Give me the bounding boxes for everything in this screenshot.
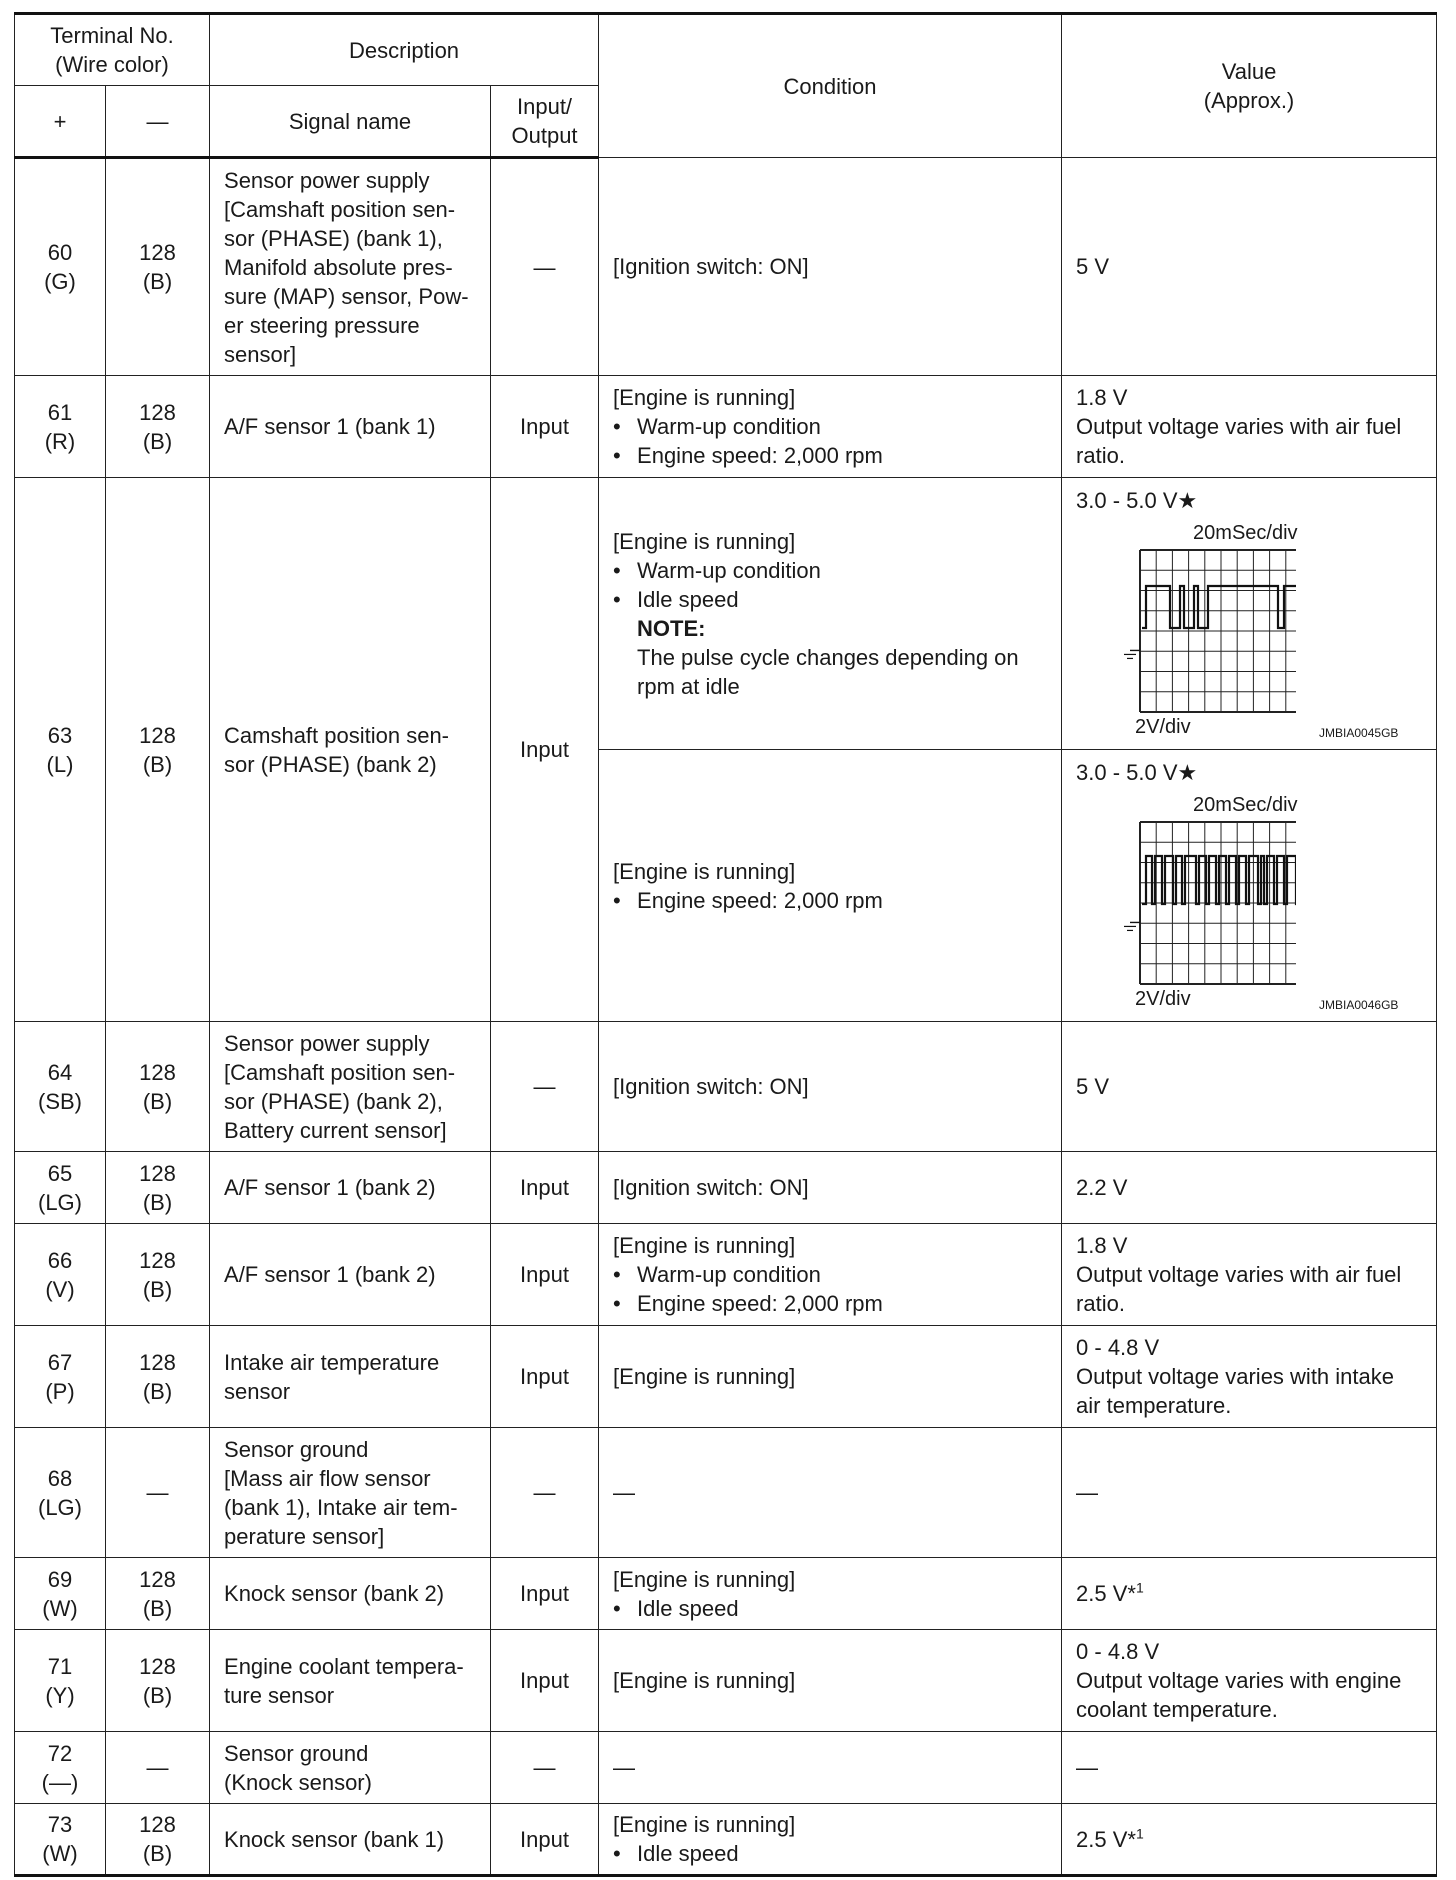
signal-line: (Knock sensor) [224,1769,372,1795]
signal-line: sensor] [224,341,297,367]
header-input-output: Input/ Output [491,86,599,158]
condition-bullet: • Engine speed: 2,000 rpm [613,886,1047,915]
signal-line: Intake air temperature [224,1349,440,1375]
value-text [1076,1753,1422,1782]
signal-line: Manifold absolute pres- [224,254,453,280]
value-main: 3.0 - 5.0 V★ [1076,488,1198,513]
input-output-cell: — [491,1732,599,1804]
value-cell [1062,1428,1437,1558]
scope-time-div: 20mSec/div [1193,794,1298,816]
condition-head: [Engine is running] [613,1668,796,1693]
terminal-number: 73 [47,1812,73,1837]
signal-line: Sensor power supply [224,167,430,193]
terminal-plus-cell [15,158,106,376]
ground-wire-color: (B) [142,1189,173,1215]
terminal-wire-color: (W) [42,1841,78,1866]
value-text [1076,252,1422,281]
ground-terminal: 128 [139,1653,176,1679]
input-output-cell: Input [491,1630,599,1732]
condition-cell [599,1630,1062,1732]
terminal-number: 72 [47,1740,73,1766]
signal-line: Knock sensor (bank 2) [224,1581,445,1606]
value-main: 5 V [1076,1074,1110,1099]
condition-cell [599,158,1062,376]
terminal-minus-cell [106,1428,210,1558]
value-line: coolant temperature. [1076,1697,1278,1722]
terminal-number: 63 [47,722,73,748]
signal-line: Sensor ground [224,1740,369,1766]
header-terminal-no: Terminal No. (Wire color) [15,14,210,86]
table-row [15,1428,1437,1558]
signal-line: A/F sensor 1 (bank 1) [224,414,436,439]
condition-bullet: • Engine speed: 2,000 rpm [613,441,1047,470]
signal-line: Knock sensor (bank 1) [224,1826,445,1852]
scope-grid [1116,816,1296,996]
condition-head: [Engine is running] [613,1364,796,1389]
table-row [15,1224,1437,1326]
condition-head: — [613,1480,636,1505]
ground-wire-color: (B) [142,428,173,454]
terminal-number: 64 [47,1059,73,1085]
scope-volt-div: 2V/div [1135,988,1191,1010]
terminal-plus-cell [15,1152,106,1224]
value-line: air temperature. [1076,1393,1232,1418]
header-description: Description [210,14,599,86]
terminal-wire-color: (P) [45,1378,75,1404]
signal-name-cell [210,1732,491,1804]
value-main: 2.2 V [1076,1175,1128,1200]
value-line: Output voltage varies with intake [1076,1364,1394,1389]
condition-cell [599,1224,1062,1326]
terminal-minus-cell [106,376,210,478]
scope-figure-code: JMBIA0046GB [1319,998,1399,1012]
value-text [1076,1579,1422,1608]
signal-name-cell [210,158,491,376]
table-row [15,1152,1437,1224]
condition-cell [599,1428,1062,1558]
ground-wire-color: (B) [142,751,173,777]
value-line: Output voltage varies with air fuel [1076,414,1402,439]
value-main: 3.0 - 5.0 V★ [1076,760,1198,785]
value-main: 5 V [1076,254,1110,279]
input-output-cell: Input [491,1558,599,1630]
table-row [15,478,1437,750]
signal-line: sor (PHASE) (bank 1), [224,225,443,251]
signal-line: ture sensor [224,1682,335,1708]
value-cell [1062,750,1437,1022]
input-output-cell: — [491,158,599,376]
terminal-number: 66 [47,1247,73,1273]
value-line: ratio. [1076,1291,1125,1316]
ground-terminal: 128 [139,722,176,748]
value-line: 1.8 V [1076,385,1128,410]
terminal-wire-color: (Y) [45,1682,75,1708]
terminal-plus-cell [15,376,106,478]
signal-line: Sensor ground [224,1436,369,1462]
terminal-minus-cell [106,1630,210,1732]
table-row [15,376,1437,478]
input-output-cell: Input [491,1152,599,1224]
condition-head: [Engine is running] [613,385,796,410]
ground-terminal: 128 [139,399,176,425]
table-row [15,1630,1437,1732]
condition-head: [Engine is running] [613,1566,796,1592]
terminal-number: 69 [47,1566,73,1592]
note-label: NOTE: [637,615,706,641]
value-line: 0 - 4.8 V [1076,1335,1160,1360]
terminal-minus-cell [106,1732,210,1804]
terminal-number: 65 [47,1160,73,1186]
condition-head: [Engine is running] [613,528,796,554]
condition-bullet: • Warm-up condition [613,556,1047,585]
input-output-cell: Input [491,1326,599,1428]
condition-head: — [613,1755,636,1780]
ground-wire-color: (B) [142,1682,173,1708]
ground-wire-color: (B) [142,269,173,294]
ground-terminal: 128 [139,1812,176,1837]
terminal-plus-cell [15,1804,106,1876]
value-text [1076,1825,1422,1854]
terminal-plus-cell [15,1224,106,1326]
condition-cell [599,478,1062,750]
value-main: 2.5 V* [1076,1826,1136,1852]
terminal-wire-color: (LG) [38,1189,82,1215]
terminal-minus-cell [106,478,210,1022]
condition-note [613,614,1047,701]
input-output-cell: Input [491,478,599,1022]
value-text [1076,758,1422,787]
ground-terminal: — [146,1480,169,1505]
table-row [15,1558,1437,1630]
ground-terminal: 128 [139,1566,176,1592]
value-text [1076,1173,1422,1202]
condition-bullet: • Idle speed [613,1594,1047,1623]
scope-volt-div: 2V/div [1135,716,1191,738]
value-cell [1062,1558,1437,1630]
ground-terminal: 128 [139,1059,176,1085]
signal-line: A/F sensor 1 (bank 2) [224,1175,436,1200]
signal-line: [Mass air flow sensor [224,1465,431,1491]
scope-figure-code: JMBIA0045GB [1319,726,1399,740]
condition-cell [599,1804,1062,1876]
signal-line: Battery current sensor] [224,1117,447,1143]
condition-cell [599,750,1062,1022]
terminal-minus-cell [106,1804,210,1876]
condition-bullet: • Idle speed [613,585,1047,614]
value-cell [1062,1326,1437,1428]
value-line: Output voltage varies with engine [1076,1668,1402,1693]
value-cell [1062,1732,1437,1804]
signal-name-cell [210,1428,491,1558]
value-cell [1062,1022,1437,1152]
header-signal-name: Signal name [210,86,491,158]
table-row [15,1804,1437,1876]
input-output-cell: Input [491,1804,599,1876]
value-line: ratio. [1076,443,1125,468]
ground-terminal: 128 [139,1349,176,1375]
condition-bullet: • Engine speed: 2,000 rpm [613,1289,1047,1318]
input-output-cell: — [491,1022,599,1152]
value-text [1076,1072,1422,1101]
value-cell [1062,1630,1437,1732]
ground-wire-color: (B) [142,1378,173,1404]
ground-terminal: 128 [139,240,176,265]
signal-line: A/F sensor 1 (bank 2) [224,1262,436,1287]
terminal-number: 68 [47,1465,73,1491]
ground-terminal: 128 [139,1247,176,1273]
condition-bullet: • Warm-up condition [613,412,1047,441]
condition-cell [599,1732,1062,1804]
terminal-wire-color: (R) [44,428,76,454]
terminal-minus-cell [106,158,210,376]
terminal-minus-cell [106,1022,210,1152]
signal-name-cell [210,1804,491,1876]
terminal-minus-cell [106,1326,210,1428]
value-main: — [1076,1480,1099,1505]
terminal-plus-cell [15,478,106,1022]
value-cell [1062,1152,1437,1224]
condition-cell [599,376,1062,478]
signal-name-cell [210,1022,491,1152]
value-footnote: 1 [1135,1825,1144,1842]
table-row [15,1732,1437,1804]
terminal-number: 67 [47,1349,73,1375]
terminal-wire-color: (W) [42,1595,78,1621]
ground-wire-color: (B) [142,1276,173,1302]
signal-name-cell [210,1630,491,1732]
ground-wire-color: (B) [142,1841,173,1866]
terminal-plus-cell [15,1428,106,1558]
table-body [15,158,1437,1876]
input-output-cell: — [491,1428,599,1558]
signal-line: [Camshaft position sen- [224,1059,456,1085]
condition-cell [599,1326,1062,1428]
table-row [15,158,1437,376]
terminal-plus-cell [15,1558,106,1630]
header-condition: Condition [599,14,1062,158]
signal-name-cell [210,1326,491,1428]
value-text [1076,486,1422,515]
condition-cell [599,1022,1062,1152]
table-row [15,1326,1437,1428]
condition-head: [Engine is running] [613,1812,796,1837]
terminal-plus-cell [15,1022,106,1152]
value-cell [1062,1224,1437,1326]
ground-wire-color: (B) [142,1595,173,1621]
input-output-cell: Input [491,376,599,478]
condition-cell [599,1152,1062,1224]
note-line: rpm at idle [637,673,740,699]
value-cell [1062,478,1437,750]
signal-name-cell [210,478,491,1022]
terminal-number: 71 [47,1653,73,1679]
value-line: 1.8 V [1076,1233,1128,1258]
terminal-minus-cell [106,1152,210,1224]
header-value: Value (Approx.) [1062,14,1437,158]
condition-bullet: • Idle speed [613,1839,1047,1868]
value-cell [1062,158,1437,376]
signal-name-cell [210,1152,491,1224]
ground-terminal: — [146,1755,169,1780]
signal-line: [Camshaft position sen- [224,196,456,222]
signal-line: sor (PHASE) (bank 2), [224,1088,443,1114]
signal-line: sor (PHASE) (bank 2) [224,751,437,777]
signal-name-cell [210,1558,491,1630]
scope-time-div: 20mSec/div [1193,522,1298,544]
note-line: The pulse cycle changes depending on [637,644,1019,670]
terminal-wire-color: (—) [41,1769,79,1795]
value-main: 2.5 V* [1076,1581,1136,1606]
value-line: Output voltage varies with air fuel [1076,1262,1402,1287]
terminal-wire-color: (G) [44,269,76,294]
signal-line: sure (MAP) sensor, Pow- [224,283,469,309]
value-footnote: 1 [1135,1579,1144,1596]
ground-terminal: 128 [139,1160,176,1186]
terminal-wire-color: (L) [46,751,74,777]
signal-name-cell [210,1224,491,1326]
terminal-minus-cell [106,1224,210,1326]
value-cell [1062,1804,1437,1876]
table-row [15,1022,1437,1152]
signal-line: Sensor power supply [224,1030,430,1056]
value-main: — [1076,1755,1099,1780]
terminal-plus-cell [15,1326,106,1428]
signal-line: Camshaft position sen- [224,722,450,748]
condition-cell [599,1558,1062,1630]
signal-line: er steering pressure [224,312,420,338]
oscilloscope-waveform [1076,519,1399,740]
condition-head: [Ignition switch: ON] [613,254,809,279]
condition-head: [Ignition switch: ON] [613,1175,809,1200]
value-cell [1062,376,1437,478]
condition-bullet: • Warm-up condition [613,1260,1047,1289]
oscilloscope-waveform [1076,791,1399,1012]
terminal-wire-color: (LG) [38,1494,82,1520]
input-output-cell: Input [491,1224,599,1326]
terminal-plus-cell [15,1630,106,1732]
condition-head: [Engine is running] [613,1233,796,1258]
signal-line: sensor [224,1378,291,1404]
terminal-number: 60 [47,240,73,265]
header-plus: + [15,86,106,158]
terminal-plus-cell [15,1732,106,1804]
value-text [1076,1478,1422,1507]
terminal-number: 61 [47,399,73,425]
ground-wire-color: (B) [142,1088,173,1114]
terminal-wire-color: (V) [45,1276,75,1302]
signal-line: Engine coolant tempera- [224,1653,464,1679]
header-minus: — [106,86,210,158]
terminal-minus-cell [106,1558,210,1630]
signal-line: perature sensor] [224,1523,385,1549]
value-line: 0 - 4.8 V [1076,1639,1160,1664]
condition-head: [Ignition switch: ON] [613,1074,809,1099]
scope-grid [1116,544,1296,724]
signal-line: (bank 1), Intake air tem- [224,1494,458,1520]
terminal-table [14,12,1437,1877]
terminal-wire-color: (SB) [38,1088,82,1114]
signal-name-cell [210,376,491,478]
condition-head: [Engine is running] [613,858,796,884]
